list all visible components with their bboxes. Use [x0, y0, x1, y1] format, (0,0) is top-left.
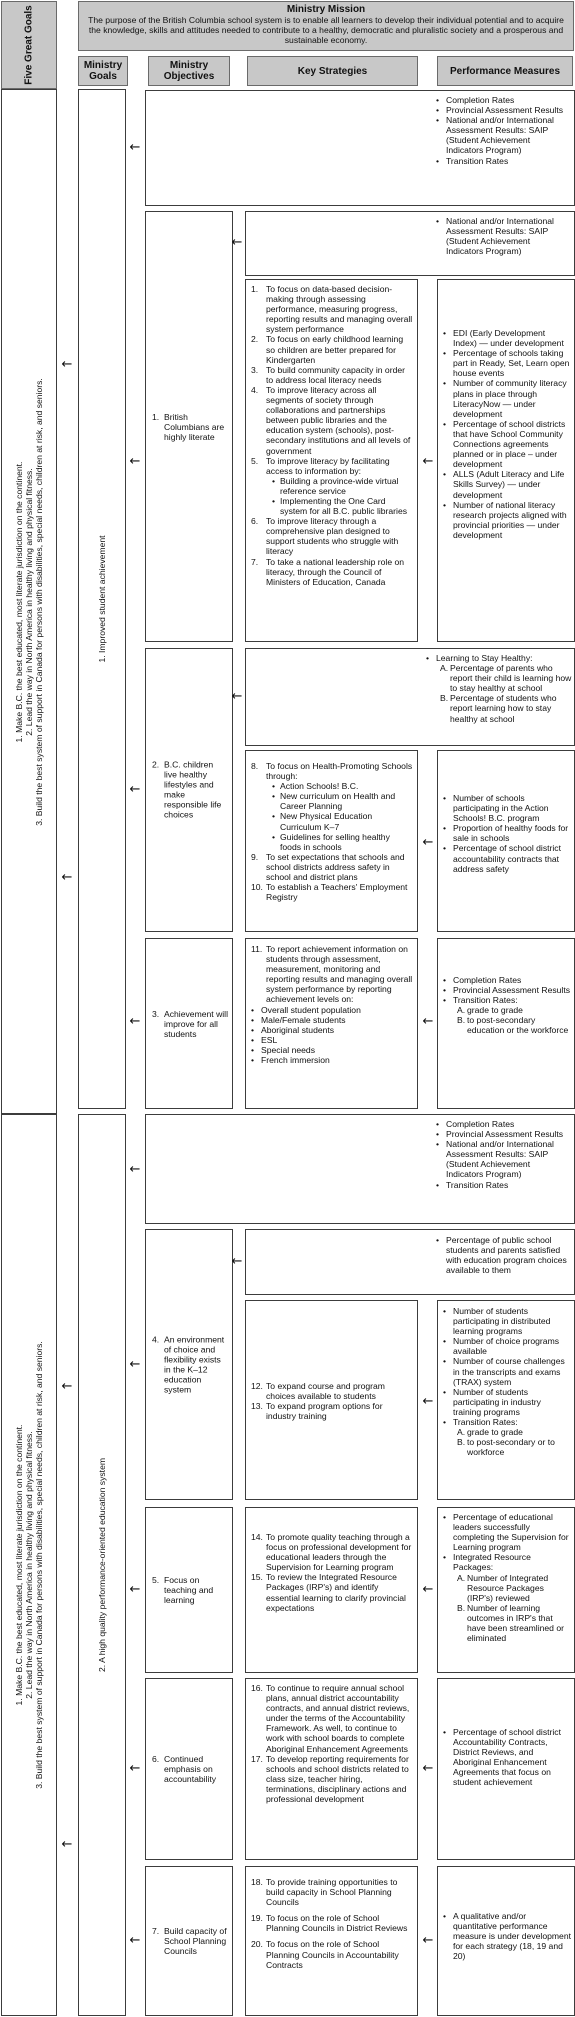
measure-item: • Number of course challenges in the transcripts and exams (TRAX) system [443, 1356, 571, 1386]
left-arrow-icon: ← [422, 835, 434, 850]
measure-sub-item: A. Number of Integrated Resource Packages (IRP's) reviewed [457, 1572, 549, 1603]
objective-2-top-measures [245, 648, 575, 746]
strategies-list [251, 1877, 413, 1970]
goal-2-measures-list [436, 1119, 568, 1190]
goal-1-measures-list [436, 95, 568, 166]
objective-6-measures [437, 1678, 575, 1860]
five-great-goals-label: Five Great Goals [23, 5, 35, 85]
left-arrow-icon: ← [422, 1014, 434, 1029]
objective-1-strategies [245, 279, 418, 642]
objective-number: 6. [152, 1753, 160, 1764]
great-goal-3: 3. Build the best system of support in Canada for persons with disabilities, special needs, children at risk, and seniors. [34, 377, 45, 826]
objective-4-measures [437, 1300, 575, 1500]
measure-sub-item: B. Percentage of students who report learning how to stay healthy at school [440, 693, 557, 724]
left-arrow-icon: ← [231, 1254, 243, 1269]
objective-2-strategies [245, 750, 418, 932]
goal-2-measures-panel [145, 1114, 575, 1224]
objective-number: 2. [152, 759, 160, 770]
strategies-list [251, 1532, 413, 1613]
measure-item: • Percentage of school districts that have School Community Connections agreements planned or in place – under development [443, 419, 571, 469]
strategy-sub-item: • French immersion [251, 1055, 413, 1065]
left-arrow-icon: ← [129, 1761, 141, 1776]
measure-item: • Transition Rates [436, 1180, 568, 1190]
objective-number: 5. [152, 1574, 160, 1585]
measure-sub-item: B. to post-secondary education or the workforce [457, 1015, 569, 1036]
measure-item: • Transition Rates: [443, 995, 571, 1005]
left-arrow-icon: ← [129, 454, 141, 469]
great-goal-3: 3. Build the best system of support in Canada for persons with disabilities, special needs, children at risk, and seniors. [34, 1341, 45, 1789]
objective-1-box [145, 211, 233, 642]
objective-1 [152, 411, 228, 441]
measure-item: • Percentage of schools taking part in Ready, Set, Learn open house events [443, 348, 571, 378]
measure-item: • EDI (Early Development Index) — under development [443, 328, 571, 348]
objective-number: 7. [152, 1925, 160, 1936]
strategy-sub-item: • ESL [251, 1035, 413, 1045]
objective-2-box [145, 648, 233, 932]
left-arrow-icon: ← [61, 357, 73, 372]
objective-label: An environment of choice and flexibility exists in the K–12 education system [164, 1334, 225, 1395]
objective-number: 1. [152, 411, 160, 422]
measure-item: • Provincial Assessment Results [436, 1129, 568, 1139]
objective-3-measures [437, 938, 575, 1109]
strategy-sub-item: • New Physical Education Curriculum K–7 [266, 811, 413, 831]
objective-3 [152, 1008, 228, 1038]
strategy-item: 3. To build community capacity in order to address local literacy needs [251, 364, 405, 385]
strategy-sub-item: • Aboriginal students [251, 1025, 413, 1035]
measures-list [443, 1512, 571, 1643]
measure-item: • ALLS (Adult Literacy and Life Skills Survey) — under development [443, 469, 571, 499]
left-arrow-icon: ← [422, 1761, 434, 1776]
measure-item: • Provincial Assessment Results [436, 105, 568, 115]
ministry-goal-1-panel [78, 89, 126, 1109]
ministry-goal-2-panel [78, 1114, 126, 2016]
strategies-list [251, 761, 413, 902]
objective-7-strategies [245, 1866, 418, 2016]
objective-4-top-measures [245, 1229, 575, 1295]
left-arrow-icon: ← [422, 454, 434, 469]
header-ministry-objectives: Ministry Objectives [148, 56, 230, 86]
great-goal-2: 2. Lead the way in North America in healthy living and physical fitness. [23, 467, 34, 736]
header-performance-measures: Performance Measures [437, 56, 573, 86]
measure-sub-item: A. grade to grade [457, 1427, 523, 1438]
left-arrow-icon: ← [231, 689, 243, 704]
strategy-sub-item: • New curriculum on Health and Career Planning [266, 791, 413, 811]
measure-item: • Integrated Resource Packages: [443, 1552, 571, 1572]
objective-3-strategies [245, 938, 418, 1109]
objective-7 [152, 1926, 228, 1956]
measure-item: • National and/or International Assessment Results: SAIP (Student Achievement Indicators Program) [436, 1139, 568, 1179]
measure-item: • Number of national literacy research projects aligned with provincial priorities — under development [443, 500, 571, 540]
objective-2-measures [437, 750, 575, 932]
left-arrow-icon: ← [61, 1379, 73, 1394]
objective-label: Achievement will improve for all students [164, 1008, 228, 1039]
strategy-item: 2. To focus on early childhood learning so children are better prepared for Kindergarten [251, 334, 404, 365]
left-arrow-icon: ← [129, 1582, 141, 1597]
measure-item: • Completion Rates [443, 975, 571, 985]
strategies-list [251, 1683, 413, 1804]
objective-4 [152, 1334, 228, 1395]
measure-sub-item: B. to post-secondary or to workforce [457, 1437, 555, 1458]
learning-to-stay-healthy [426, 653, 572, 724]
strategy-item: 10. To establish a Teachers' Employment Registry [251, 882, 408, 903]
strategy-item: 12. To expand course and program choices available to students [251, 1381, 385, 1402]
measure-item: • Transition Rates [436, 156, 568, 166]
header-ministry-goals: Ministry Goals [78, 56, 128, 86]
great-goals-text-1 [14, 302, 44, 902]
left-arrow-icon: ← [61, 870, 73, 885]
objective-number: 3. [152, 1008, 160, 1019]
measure-item: • Learning to Stay Healthy: [426, 653, 572, 663]
measure-item: • Number of community literacy plans in place through LiteracyNow — under development [443, 378, 571, 418]
objective-1-measures [437, 279, 575, 642]
objective-2 [152, 760, 228, 821]
measures-list [443, 1306, 571, 1457]
strategy-sub-item: • Implementing the One Card system for all B.C. public libraries [266, 496, 413, 516]
strategies-list [251, 944, 413, 1065]
objective-6-strategies [245, 1678, 418, 1860]
left-arrow-icon: ← [422, 1394, 434, 1409]
strategies-list [251, 284, 413, 587]
strategy-item: 17. To develop reporting requirements for schools and school districts related to class size, teacher hiring, terminations, disciplinary actions and professional development [251, 1753, 409, 1805]
objective-label: Focus on teaching and learning [164, 1574, 214, 1606]
measures-list [443, 975, 571, 1036]
objective-5 [152, 1575, 228, 1605]
objective-4-box [145, 1229, 233, 1500]
measure-item: • Proportion of healthy foods for sale in schools [443, 823, 571, 843]
strategy-item: 15. To review the Integrated Resource Packages (IRP's) and identify essential learning to clarify provincial expectations [251, 1572, 406, 1613]
measure-item: • Transition Rates: [443, 1417, 571, 1427]
ministry-goal-2: 2. A high quality performance-oriented education system [96, 1457, 107, 1673]
measure-item: • National and/or International Assessment Results: SAIP (Student Achievement Indicators Program) [436, 115, 568, 155]
strategy-sub-item: • Overall student population [251, 1005, 413, 1015]
strategy-item: 1. To focus on data-based decision-making through assessing performance, measuring progress, reporting results and managing overall system performance [251, 284, 413, 335]
strategy-item: 4. To improve literacy across all segments of society through collaborations and partnerships between public libraries and the education system (schools), post-secondary institutions and all levels of government [251, 384, 411, 456]
goal-1-measures-panel [145, 90, 575, 206]
left-arrow-icon: ← [129, 140, 141, 155]
objective-4-strategies [245, 1300, 418, 1500]
measures-list [443, 328, 571, 540]
strategy-sub-item: • Action Schools! B.C. [266, 781, 413, 791]
left-arrow-icon: ← [129, 782, 141, 797]
objective-label: Build capacity of School Planning Councils [164, 1925, 227, 1957]
measure-item: • Percentage of public school students and parents satisfied with education program choices available to them [436, 1235, 568, 1275]
objective-3-box [145, 938, 233, 1109]
measure-sub-item: B. Number of learning outcomes in IRP's that have been streamlined or eliminated [457, 1602, 564, 1644]
header-key-strategies: Key Strategies [247, 56, 418, 86]
strategy-item: 8. To focus on Health-Promoting Schools through: • Action Schools! B.C. • New curriculum on Health and Career Planning • New Physical Education Curriculum K–7 • Guidelines for selling healthy foods in schools [251, 761, 413, 852]
ministry-mission [78, 1, 574, 51]
measure-item: • Completion Rates [436, 95, 568, 105]
measure-item: • Number of students participating in industry training programs [443, 1387, 571, 1417]
strategy-sub-item: • Special needs [251, 1045, 413, 1055]
measures-list [443, 793, 571, 874]
strategy-item: 18. To provide training opportunities to build capacity in School Planning Councils [251, 1877, 398, 1908]
objective-4-top-measures-list [436, 1235, 568, 1275]
left-arrow-icon: ← [129, 1933, 141, 1948]
measure-item: • Number of students participating in distributed learning programs [443, 1306, 571, 1336]
great-goal-2: 2. Lead the way in North America in healthy living and physical fitness. [23, 1431, 34, 1699]
measure-sub-item: A. grade to grade [457, 1005, 523, 1016]
objective-6 [152, 1754, 228, 1784]
objective-1-top-measures [245, 211, 575, 276]
measure-item: • Number of choice programs available [443, 1336, 571, 1356]
strategy-sub-item: • Guidelines for selling healthy foods in schools [266, 832, 413, 852]
left-arrow-icon: ← [129, 1162, 141, 1177]
strategy-sub-item: • Male/Female students [251, 1015, 413, 1025]
mission-title: Ministry Mission [286, 4, 366, 15]
strategy-item: 6. To improve literacy through a comprehensive plan designed to support students who struggle with literacy [251, 516, 399, 557]
measure-item: • Provincial Assessment Results [443, 985, 571, 995]
measure-item: • Completion Rates [436, 1119, 568, 1129]
measure-item: • Percentage of school district Accountability Contracts, District Reviews, and Aboriginal Enhancement Agreements that focus on student achievement [443, 1727, 571, 1788]
strategy-item: 13. To expand program options for industry training [251, 1401, 383, 1422]
measure-item: • A qualitative and/or quantitative performance measure is under development for each strategy (18, 19 and 20) [443, 1911, 571, 1961]
left-arrow-icon: ← [422, 1933, 434, 1948]
objective-5-measures [437, 1507, 575, 1673]
strategies-list [251, 1381, 413, 1421]
strategy-item: 9. To set expectations that schools and school districts address safety in school and district plans [251, 851, 405, 883]
ministry-goal-1: 1. Improved student achievement [96, 535, 107, 663]
mission-body: The purpose of the British Columbia school system is to enable all learners to develop their individual potential and to acquire the knowledge, skills and attitudes needed to contribute to a healthy, democratic and pluralistic society and a prosperous and sustainable economy. [88, 15, 564, 45]
left-arrow-icon: ← [129, 1357, 141, 1372]
strategy-item: 20. To focus on the role of School Planning Councils in Accountability Contracts [251, 1939, 399, 1970]
great-goals-panel-1 [1, 89, 57, 1114]
great-goal-1: 1. Make B.C. the best educated, most literate jurisdiction on the continent. [13, 1424, 24, 1706]
objective-label: British Columbians are highly literate [164, 411, 225, 442]
objective-6-box [145, 1678, 233, 1860]
measures-list [443, 1727, 571, 1788]
measure-sub-item: A. Percentage of parents who report their child is learning how to stay healthy at school [440, 663, 572, 694]
great-goal-1: 1. Make B.C. the best educated, most literate jurisdiction on the continent. [13, 461, 24, 742]
measure-item: • Percentage of school district accountability contracts that address safety [443, 843, 571, 873]
objective-number: 4. [152, 1334, 160, 1345]
great-goals-text-2 [14, 1265, 44, 1865]
objective-label: Continued emphasis on accountability [164, 1753, 217, 1785]
left-arrow-icon: ← [422, 1582, 434, 1597]
measures-list [443, 1911, 571, 1961]
measure-item: • Percentage of educational leaders successfully completing the Supervision for Learning program [443, 1512, 571, 1552]
strategy-item: 7. To take a national leadership role on literacy, through the Council of Ministers of Education, Canada [251, 556, 405, 587]
measure-item: • National and/or International Assessment Results: SAIP (Student Achievement Indicators Program) [436, 216, 568, 256]
objective-5-strategies [245, 1507, 418, 1673]
strategy-item: 5. To improve literacy by facilitating access to information by: • Building a province-wide virtual reference service • Implementing the One Card system for all B.C. public libraries [251, 456, 413, 517]
five-great-goals-header [1, 1, 57, 89]
strategy-item: 16. To continue to require annual school plans, annual district accountability contracts, and annual district reviews, under the terms of the Accountability Framework. As well, to continue to work with school boards to complete Aboriginal Enhancement Agreements [251, 1683, 410, 1754]
strategy-item: 19. To focus on the role of School Planning Councils in District Reviews [251, 1913, 408, 1934]
strategy-sub-item: • Building a province-wide virtual reference service [266, 476, 413, 496]
left-arrow-icon: ← [129, 1014, 141, 1029]
objective-5-box [145, 1507, 233, 1673]
left-arrow-icon: ← [61, 1837, 73, 1852]
objective-1-top-measures-list [436, 216, 568, 256]
left-arrow-icon: ← [231, 235, 243, 250]
strategy-item: 11. To report achievement information on students through assessment, measurement, monitoring and reporting results and managing overall system performance by reporting achievement levels on: • Overall student population • Male/Female students • Aboriginal students • ESL • Special needs • French immersion [251, 944, 413, 1065]
objective-label: B.C. children live healthy lifestyles and make responsible life choices [164, 759, 222, 821]
objective-7-box [145, 1866, 233, 2016]
strategy-item: 14. To promote quality teaching through a focus on professional development for educational leaders through the Supervision for Learning program [251, 1532, 412, 1573]
objective-7-measures [437, 1866, 575, 2016]
great-goals-panel-2 [1, 1114, 57, 2016]
measure-item: • Number of schools participating in the Action Schools! B.C. program [443, 793, 571, 823]
